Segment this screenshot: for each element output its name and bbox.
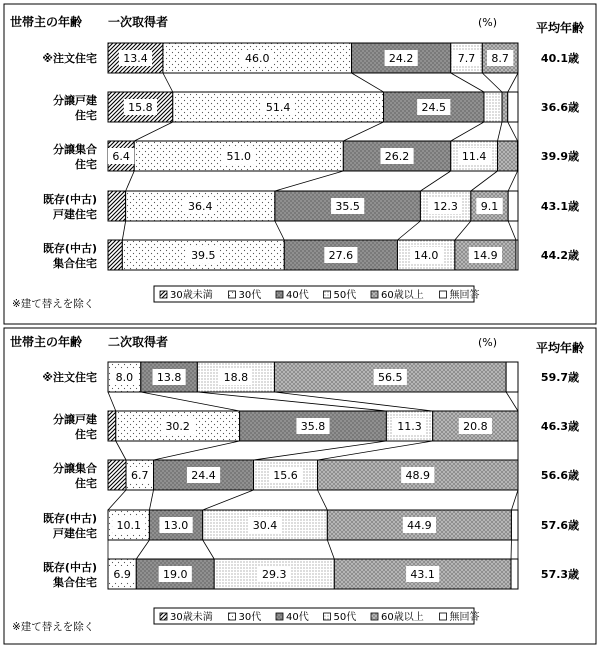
row-label: ※注文住宅 (42, 370, 97, 384)
value-label: 6.4 (112, 150, 130, 163)
value-label: 26.2 (385, 150, 410, 163)
connector-line (275, 171, 343, 191)
connector-line (506, 392, 518, 411)
connector-line (451, 122, 484, 141)
panel-title: 一次取得者 (108, 14, 168, 29)
legend-label: 60歳以上 (381, 288, 424, 301)
row-label: ※注文住宅 (42, 51, 97, 65)
legend-swatch (229, 291, 236, 298)
row-label: 既存(中古) (43, 192, 97, 206)
row-label: 既存(中古) (43, 241, 97, 255)
bar-row (43, 240, 579, 270)
unit-label: (%) (478, 336, 497, 349)
bar-segment (502, 92, 508, 122)
legend-label: 60歳以上 (381, 610, 424, 623)
row-label: 戸建住宅 (53, 526, 97, 540)
avg-age-value: 39.9歳 (541, 149, 579, 163)
row-label: 戸建住宅 (53, 207, 97, 221)
value-label: 35.8 (301, 420, 326, 433)
connector-line (203, 490, 254, 510)
connector-line (134, 122, 173, 141)
legend-label: 30歳未満 (170, 288, 213, 301)
bar-row (53, 460, 579, 490)
connector-line (397, 221, 420, 240)
value-label: 7.7 (458, 52, 476, 65)
value-label: 6.9 (113, 568, 131, 581)
bar-row (43, 510, 579, 540)
avg-age-value: 36.6歳 (541, 100, 579, 114)
footnote: ※建て替えを除く (12, 620, 94, 633)
row-label: 分譲戸建 (53, 93, 97, 107)
value-label: 13.8 (157, 371, 182, 384)
value-label: 46.0 (245, 52, 270, 65)
value-label: 24.4 (191, 469, 216, 482)
legend-swatch (324, 613, 331, 620)
legend-swatch (160, 291, 167, 298)
bar-segment (508, 191, 518, 221)
value-label: 44.9 (407, 519, 432, 532)
connector-line (508, 122, 518, 141)
bar-segment (508, 92, 518, 122)
footnote: ※建て替えを除く (12, 297, 94, 310)
legend-swatch (371, 291, 378, 298)
bar-segment (516, 240, 518, 270)
bar-segment (506, 362, 518, 392)
avg-age-value: 43.1歳 (541, 199, 579, 213)
row-label: 集合住宅 (53, 575, 97, 589)
avg-age-header: 平均年齢 (536, 20, 584, 35)
legend-label: 50代 (334, 610, 357, 623)
connector-line (318, 490, 328, 510)
header-left: 世帯主の年齢 (10, 334, 82, 349)
legend-label: 30代 (239, 610, 262, 623)
row-label: 既存(中古) (43, 560, 97, 574)
value-label: 19.0 (163, 568, 188, 581)
connector-line (318, 441, 433, 460)
value-label: 9.1 (481, 200, 499, 213)
row-label: 住宅 (75, 157, 97, 171)
connector-line (108, 490, 126, 510)
legend-label: 30歳未満 (170, 610, 213, 623)
bar-row (43, 191, 579, 221)
connector-line (203, 540, 214, 559)
connector-line (352, 73, 384, 92)
value-label: 43.1 (410, 568, 435, 581)
bar-segment (511, 510, 518, 540)
row-label: 住宅 (75, 108, 97, 122)
value-label: 20.8 (463, 420, 488, 433)
connector-line (154, 441, 240, 460)
connector-line (327, 540, 334, 559)
bar-row (43, 559, 579, 589)
legend-label: 無回答 (450, 610, 480, 623)
connector-line (126, 171, 135, 191)
connector-line (471, 171, 498, 191)
legend-swatch (440, 613, 447, 620)
connector-line (511, 490, 518, 510)
value-label: 51.4 (266, 101, 291, 114)
legend-swatch (324, 291, 331, 298)
bar-segment (108, 411, 116, 441)
connector-line (275, 221, 284, 240)
legend-label: 無回答 (450, 288, 480, 301)
avg-age-value: 40.1歳 (541, 51, 579, 65)
connector-line (254, 441, 387, 460)
value-label: 36.4 (188, 200, 213, 213)
legend-swatch (160, 613, 167, 620)
avg-age-value: 56.6歳 (541, 468, 579, 482)
bar-row (42, 43, 579, 73)
bar-row (53, 141, 579, 171)
legend-swatch (371, 613, 378, 620)
value-label: 8.7 (491, 52, 509, 65)
connector-line (451, 73, 484, 92)
value-label: 15.6 (273, 469, 298, 482)
bar-segment (511, 559, 518, 589)
legend-swatch (229, 613, 236, 620)
connector-line (455, 221, 471, 240)
avg-age-value: 46.3歳 (541, 419, 579, 433)
connector-line (482, 73, 502, 92)
avg-age-value: 44.2歳 (541, 248, 579, 262)
connector-line (508, 221, 516, 240)
avg-age-value: 57.3歳 (541, 567, 579, 581)
connector-line (108, 392, 116, 411)
value-label: 14.0 (414, 249, 439, 262)
row-label: 既存(中古) (43, 511, 97, 525)
value-label: 12.3 (433, 200, 458, 213)
value-label: 10.1 (116, 519, 141, 532)
connector-line (136, 540, 149, 559)
header-left: 世帯主の年齢 (10, 14, 82, 29)
value-label: 56.5 (378, 371, 403, 384)
legend-label: 30代 (239, 288, 262, 301)
connector-line (420, 171, 450, 191)
value-label: 15.8 (128, 101, 153, 114)
legend (154, 608, 480, 624)
value-label: 6.7 (131, 469, 149, 482)
legend-swatch (440, 291, 447, 298)
connector-line (508, 73, 518, 92)
value-label: 48.9 (406, 469, 431, 482)
bar-segment (108, 191, 126, 221)
value-label: 13.0 (164, 519, 189, 532)
bar-segment (108, 240, 122, 270)
bar-segment (498, 141, 518, 171)
row-label: 分譲集合 (53, 142, 97, 156)
legend-label: 40代 (286, 288, 309, 301)
row-label: 集合住宅 (53, 256, 97, 270)
value-label: 39.5 (191, 249, 216, 262)
unit-label: (%) (478, 16, 497, 29)
value-label: 29.3 (262, 568, 287, 581)
bar-row (42, 362, 579, 392)
value-label: 24.2 (389, 52, 414, 65)
value-label: 14.9 (473, 249, 498, 262)
legend-swatch (276, 291, 283, 298)
row-label: 分譲戸建 (53, 412, 97, 426)
avg-age-value: 57.6歳 (541, 518, 579, 532)
row-label: 分譲集合 (53, 461, 97, 475)
value-label: 51.0 (227, 150, 252, 163)
legend (154, 286, 480, 302)
connector-line (122, 221, 125, 240)
avg-age-value: 59.7歳 (541, 370, 579, 384)
value-label: 8.0 (116, 371, 134, 384)
bar-row (53, 92, 579, 122)
value-label: 35.5 (335, 200, 360, 213)
value-label: 30.4 (253, 519, 278, 532)
connector-line (343, 122, 383, 141)
row-label: 住宅 (75, 476, 97, 490)
connector-line (116, 441, 126, 460)
value-label: 18.8 (224, 371, 249, 384)
value-label: 13.4 (123, 52, 148, 65)
panel-second-acquirers (4, 328, 596, 644)
connector-line (498, 122, 503, 141)
value-label: 11.4 (462, 150, 487, 163)
connector-line (274, 392, 432, 411)
bar-row (53, 411, 579, 441)
avg-age-header: 平均年齢 (536, 340, 584, 355)
connector-line (508, 171, 517, 191)
panel-first-acquirers (4, 4, 596, 324)
connector-line (149, 490, 153, 510)
value-label: 24.5 (421, 101, 446, 114)
connector-line (163, 73, 173, 92)
legend-swatch (276, 613, 283, 620)
value-label: 11.3 (397, 420, 422, 433)
row-label: 住宅 (75, 427, 97, 441)
legend-label: 40代 (286, 610, 309, 623)
legend-label: 50代 (334, 288, 357, 301)
bar-segment (484, 92, 502, 122)
bar-segment (108, 460, 126, 490)
panel-title: 二次取得者 (108, 334, 168, 349)
value-label: 30.2 (165, 420, 190, 433)
value-label: 27.6 (329, 249, 354, 262)
